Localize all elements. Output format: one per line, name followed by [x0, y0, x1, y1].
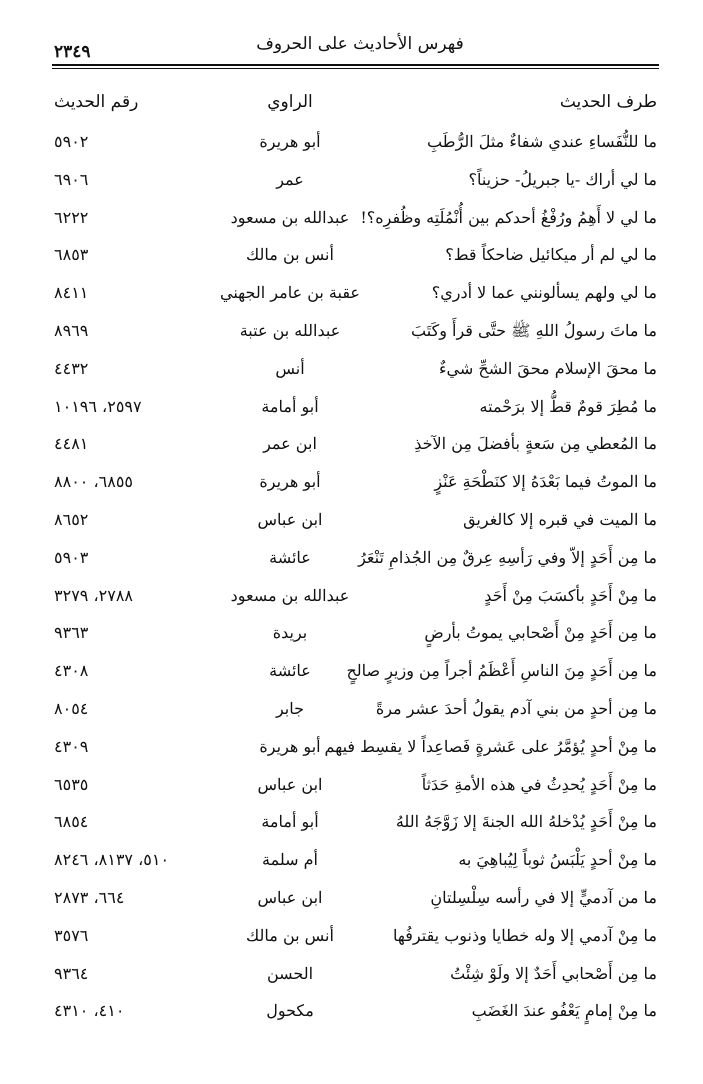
hadith-number: ٨٦٥٢: [54, 509, 89, 529]
table-row: [0, 430, 703, 468]
narrator-name: عائشة: [269, 547, 311, 567]
narrator-name: أبو هريرة: [259, 736, 321, 756]
table-row: [0, 771, 703, 809]
table-row: [0, 468, 703, 506]
hadith-text: ما مِن أَحَدٍ مِنَ الناسِ أَعْظَمُ أجراً مِن وزيرٍ صالحٍ: [346, 661, 657, 681]
hadith-number: ٤٣٠٩: [54, 736, 89, 756]
hadith-number: ٥٩٠٣: [54, 547, 89, 567]
hadith-number: ٤١٠، ٤٣١٠: [54, 1001, 125, 1021]
narrator-name: ابن عمر: [263, 434, 317, 454]
narrator-name: أنس بن مالك: [246, 245, 334, 265]
table-row: [0, 279, 703, 317]
hadith-text: ما مِنْ أحدٍ يُؤمَّرُ على عَشرةٍ فَصاعِداً لا يقسِط فيهم: [324, 736, 657, 756]
page-number: ٢٣٤٩: [54, 42, 91, 62]
column-header-hadith: طرف الحديث: [559, 92, 657, 112]
narrator-name: أبو هريرة: [259, 132, 321, 151]
hadith-number: ٦٩٠٦: [54, 169, 89, 189]
hadith-text: ما لي أراك -يا جبريلُ- حزيناً؟: [468, 169, 657, 189]
hadith-text: ما من آدميٍّ إلا في رأسه سِلْسِلتانِ: [430, 887, 657, 907]
hadith-number: ٥١٠، ٨١٣٧، ٨٢٤٦: [54, 850, 170, 870]
hadith-text: ما لي ولهم يسألونني عما لا أدري؟: [431, 283, 657, 303]
narrator-name: بريدة: [272, 623, 308, 643]
narrator-name: عائشة: [269, 661, 311, 681]
hadith-text: ما مِنْ أَحَدٍ يُدْخلهُ الله الجنةَ إلا زَوَّجَهُ اللهُ: [395, 812, 657, 832]
table-row: [0, 922, 703, 960]
hadith-text: ما مِنْ آدمي إلا وله خطايا وذنوب يقترفُها: [393, 925, 657, 945]
hadith-number: ٢٥٩٧، ١٠١٩٦: [54, 396, 142, 416]
hadith-number: ٦٦٤، ٢٨٧٣: [54, 887, 125, 907]
hadith-number: ٨٠٥٤: [54, 698, 89, 718]
hadith-number: ٦٥٣٥: [54, 774, 89, 794]
table-row: [0, 128, 703, 166]
table-row: [0, 241, 703, 279]
narrator-name: أبو أمامة: [261, 812, 319, 832]
header-rule-thin: [52, 68, 659, 69]
table-row: [0, 808, 703, 846]
narrator-name: ابن عباس: [257, 887, 323, 907]
header-rule: [52, 64, 659, 66]
hadith-text: ما مِن أحدٍ من بني آدم يقولُ أحدَ عشر مرةً: [375, 698, 657, 718]
table-row: [0, 355, 703, 393]
hadith-text: ما مِنْ أَحَدٍ يُحدِثُ في هذه الأمةِ حَدَثاً: [421, 774, 657, 794]
table-row: [0, 166, 703, 204]
hadith-text: ما مِن أَحَدٍ مِنْ أَصْحابي يموتُ بأرضٍ: [424, 623, 657, 643]
hadith-text: ما مِنْ أَحَدٍ بأكسَبَ مِنْ أَحَدٍ: [484, 585, 657, 605]
narrator-name: أبو أمامة: [261, 396, 319, 416]
hadith-text: ما مِن أَحَدٍ إلاّ وفي رَأسِهِ عِرقٌ مِن الجُذامِ تَنْعَرُ: [358, 547, 657, 567]
hadith-text: ما مِن أَصْحابي أَحَدٌ إلا ولَوْ شِئْتُ: [450, 963, 657, 983]
hadith-number: ٦٨٥٤: [54, 812, 89, 832]
hadith-number: ٤٤٣٢: [54, 358, 89, 378]
table-row: [0, 846, 703, 884]
narrator-name: أم سلمة: [262, 850, 318, 870]
hadith-text: ما مُطِرَ قومٌ قطُّ إلا برَحْمته: [479, 396, 657, 416]
hadith-text: ما ماتَ رسولُ اللهِ ﷺ حتَّى قرأَ وكَتَبَ: [411, 320, 657, 340]
running-header-title: فهرس الأحاديث على الحروف: [256, 34, 464, 54]
column-header-number: رقم الحديث: [54, 92, 139, 112]
narrator-name: ابن عباس: [257, 509, 323, 529]
hadith-number: ٢٧٨٨، ٣٢٧٩: [54, 585, 133, 605]
hadith-number: ٨٤١١: [54, 283, 89, 303]
hadith-number: ٩٣٦٤: [54, 963, 89, 983]
hadith-text: ما مِنْ إمامٍ يَعْفُو عندَ الغَضَبِ: [471, 1001, 657, 1021]
narrator-name: أبو هريرة: [259, 472, 321, 492]
hadith-text: ما مِنْ أحدٍ يَلْبَسُ ثوباً لِيُباهِيَ به: [458, 850, 657, 870]
hadith-number: ٣٥٧٦: [54, 925, 89, 945]
narrator-name: الحسن: [266, 963, 314, 983]
narrator-name: عمر: [276, 169, 304, 189]
table-row: [0, 204, 703, 242]
narrator-name: أنس: [275, 358, 305, 378]
table-row: [0, 582, 703, 620]
hadith-number: ٤٣٠٨: [54, 661, 89, 681]
hadith-number: ٨٩٦٩: [54, 320, 89, 340]
narrator-name: عبدالله بن مسعود: [230, 207, 350, 227]
table-row: [0, 657, 703, 695]
table-row: [0, 317, 703, 355]
table-row: [0, 544, 703, 582]
hadith-text: ما الميت في قبره إلا كالغريق: [463, 509, 657, 529]
narrator-name: عبدالله بن مسعود: [230, 585, 350, 605]
hadith-text: ما لي لا أَهِمُ ورُفْغُ أحدكم بين أُنْمُلَتِه وظُفرِه؟!: [360, 207, 657, 227]
table-row: [0, 884, 703, 922]
narrator-name: ابن عباس: [257, 774, 323, 794]
narrator-name: عقبة بن عامر الجهني: [220, 283, 360, 303]
narrator-name: مكحول: [266, 1001, 314, 1021]
table-row: [0, 695, 703, 733]
table-row: [0, 733, 703, 771]
hadith-text: ما لي لم أر ميكائيل ضاحكاً قط؟: [445, 245, 657, 265]
hadith-number: ٦٢٢٢: [54, 207, 89, 227]
column-headers: [0, 92, 703, 118]
hadith-number: ٦٨٥٥، ٨٨٠٠: [54, 472, 133, 492]
table-row: [0, 960, 703, 998]
table-row: [0, 506, 703, 544]
hadith-number: ٦٨٥٣: [54, 245, 89, 265]
hadith-text: ما الموتُ فيما بَعْدَهُ إلا كنَطْحَةِ عَنْزٍ: [434, 472, 657, 492]
table-row: [0, 997, 703, 1035]
hadith-text: ما للنُّفَساءِ عندي شفاءٌ مثلَ الرُّطَبِ: [427, 132, 657, 151]
table-row: [0, 619, 703, 657]
table-row: [0, 393, 703, 431]
hadith-number: ٥٩٠٢: [54, 132, 89, 151]
column-header-narrator: الراوي: [267, 92, 313, 112]
hadith-number: ٤٤٨١: [54, 434, 89, 454]
narrator-name: أنس بن مالك: [246, 925, 334, 945]
narrator-name: عبدالله بن عتبة: [239, 320, 341, 340]
hadith-text: ما محقَ الإسلام محقَ الشحِّ شيءٌ: [439, 358, 657, 378]
index-table: [0, 128, 703, 1035]
narrator-name: جابر: [275, 698, 305, 718]
hadith-text: ما المُعطي مِن سَعةٍ بأفضلَ مِن الآخذِ: [414, 434, 657, 454]
hadith-number: ٩٣٦٣: [54, 623, 89, 643]
